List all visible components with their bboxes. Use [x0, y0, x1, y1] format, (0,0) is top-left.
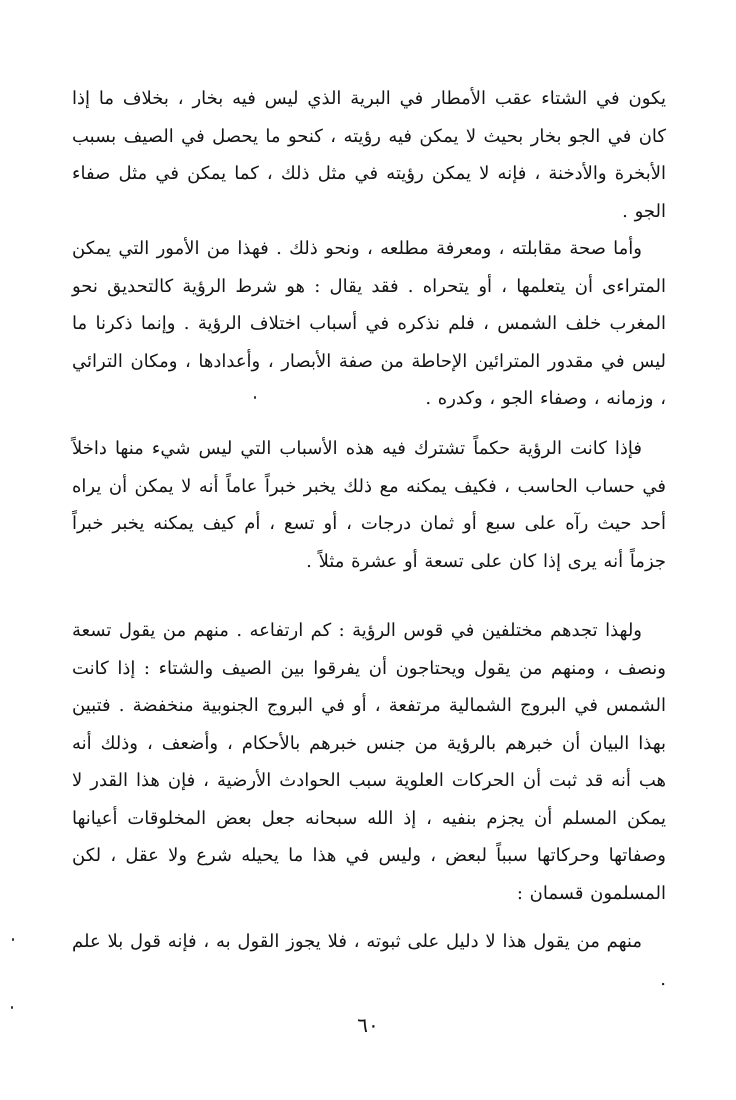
page-number: ٦٠ [357, 1013, 379, 1037]
paragraph-2: وأما صحة مقابلته ، ومعرفة مطلعه ، ونحو ذلك . فهذا من الأمور التي يمكن المتراءى أن يتعلمها ، أو يتحراه . فقد يقال : هو شرط الرؤية كالتحديق نحو المغرب خلف الشمس ، فلم نذكره في أسباب اختلاف الرؤية . وإنما ذكرنا ما ليس في مقدور المترائين الإحاطة من صفة الأبصار ، وأعدادها ، ومكان الترائي ، وزمانه ، وصفاء الجو ، وكدره . [72, 238, 666, 409]
paragraph-3: فإذا كانت الرؤية حكماً تشترك فيه هذه الأسباب التي ليس شيء منها داخلاً في حساب الحاسب ، فكيف يمكنه مع ذلك يخبر خبراً عاماً أنه لا يمكن أن يراه أحد حيث رآه على سبع أو ثمان درجات ، أو تسع ، أم كيف يمكنه يخبر خبراً جزماً أنه يرى إذا كان على تسعة أو عشرة مثلاً . [72, 438, 666, 572]
scan-speck [254, 396, 256, 399]
scan-speck [11, 1006, 13, 1009]
paragraph-4: ولهذا تجدهم مختلفين في قوس الرؤية : كم ارتفاعه . منهم من يقول تسعة ونصف ، ومنهم من يقول ويحتاجون أن يفرقوا بين الصيف والشتاء : إذا كانت الشمس في البروج الشمالية مرتفعة ، أو في البروج الجنوبية منخفضة . فتبين بهذا البيان أن خبرهم بالرؤية من جنس خبرهم بالأحكام ، وأضعف ، وذلك أنه هب أنه قد ثبت أن الحركات العلوية سبب الحوادث الأرضية ، فإن هذا القدر لا يمكن المسلم أن يجزم بنفيه ، إذ الله سبحانه جعل بعض المخلوقات أعيانها وصفاتها وحركاتها سبباً لبعض ، وليس في هذا ما يحيله شرع ولا عقل ، لكن المسلمون قسمان : [72, 620, 666, 904]
paragraph-5: منهم من يقول هذا لا دليل على ثبوته ، فلا يجوز القول به ، فإنه قول بلا علم . [72, 931, 666, 990]
paragraph-1: يكون في الشتاء عقب الأمطار في البرية الذي ليس فيه بخار ، بخلاف ما إذا كان في الجو بخار بحيث لا يمكن فيه رؤيته ، كنحو ما يحصل في الصيف بسبب الأبخرة والأدخنة ، فإنه لا يمكن رؤيته في مثل ذلك ، كما يمكن في مثل صفاء الجو . [72, 88, 666, 222]
scan-speck [12, 938, 14, 941]
